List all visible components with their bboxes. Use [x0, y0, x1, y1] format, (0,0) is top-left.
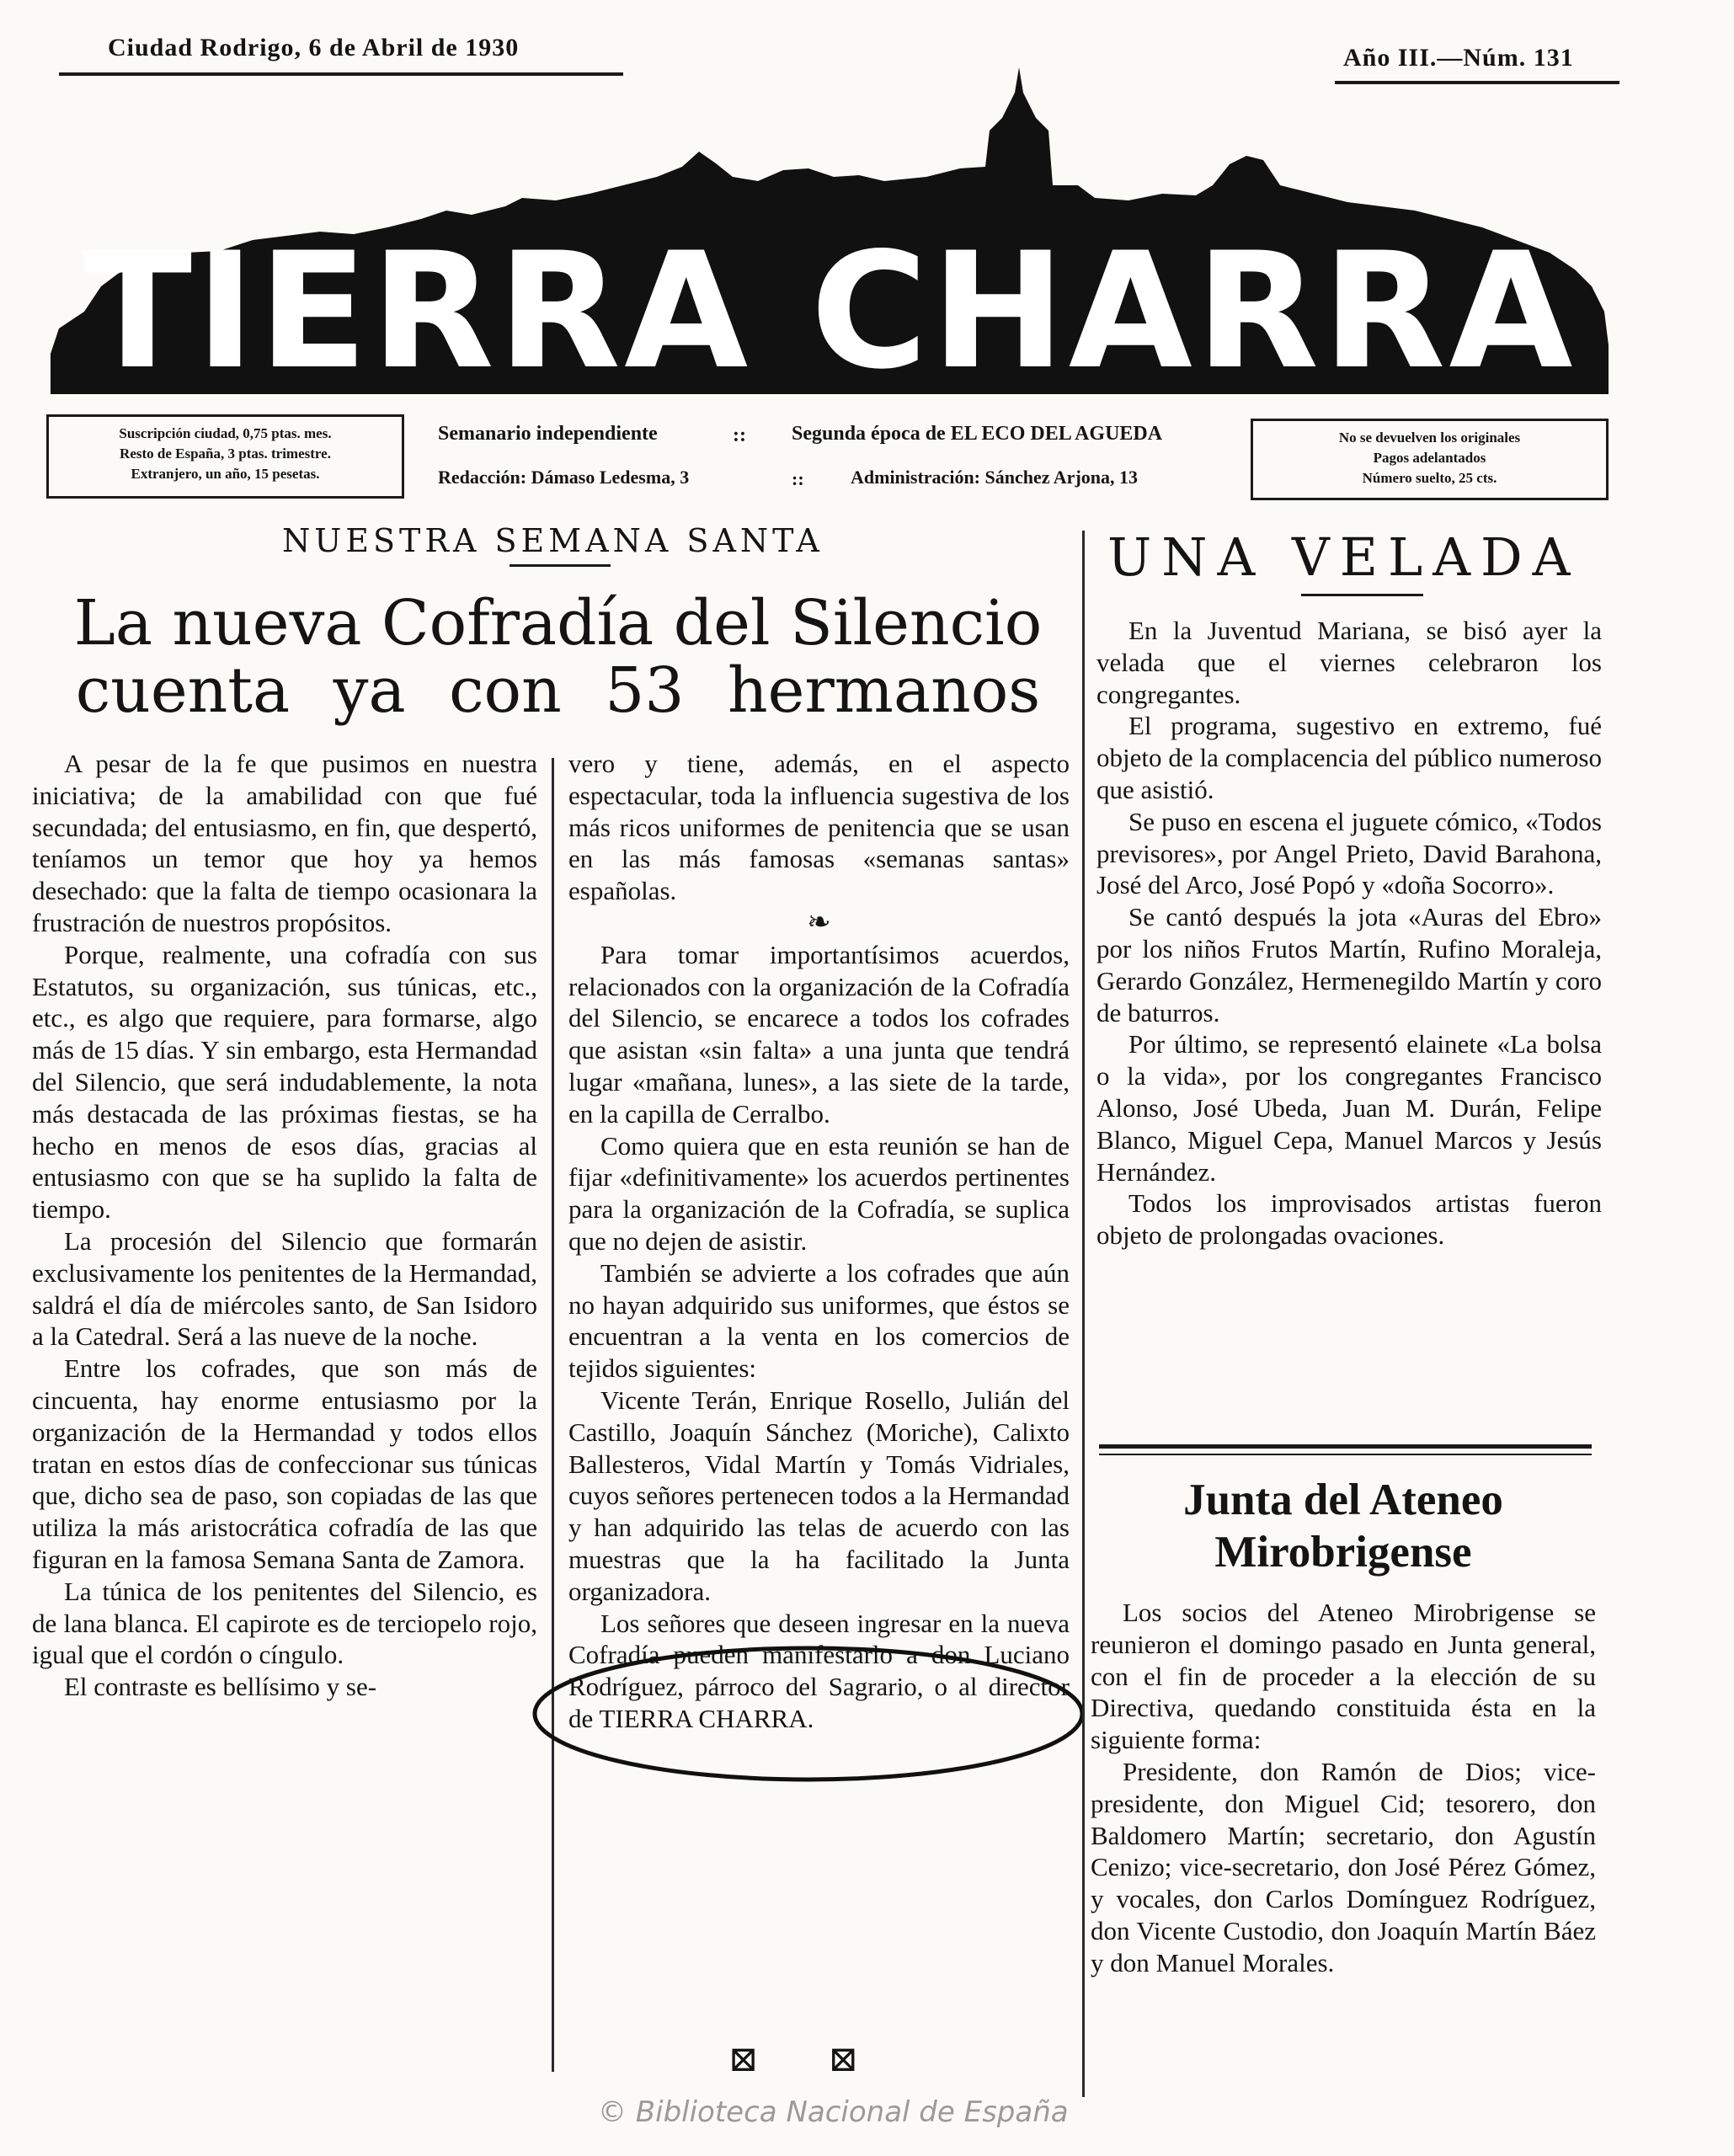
ornament: ❧: [807, 906, 831, 938]
paragraph: Se cantó después la jota «Auras del Ebro» por los niños Frutos Martín, Rufino Moraleja, Gerardo González, Hermenegildo Martín y coro de baturros.: [1096, 902, 1602, 1027]
article-kicker: NUESTRA SEMANA SANTA: [282, 522, 824, 559]
paragraph: Vicente Terán, Enrique Rosello, Julián del Castillo, Joaquín Sánchez (Moriche), Calixto Ballesteros, Vidal Martín y Tomás Vidriales, cuyos señores pertenecen todos a la Hermandad y han adquirido las telas de acuerdo con las muestras que la ha facilitado la Junta organizadora.: [568, 1385, 1070, 1606]
article-title: [1091, 1474, 1596, 1578]
administration-address: Administración: Sánchez Arjona, 13: [851, 467, 1138, 488]
section-rule: [1099, 1444, 1592, 1449]
paragraph: Los señores que deseen ingresar en la nueva Cofradía pueden manifestarlo a don Luciano Rodríguez, párroco del Sagrario, o al director de TIERRA CHARRA.: [568, 1608, 1070, 1733]
column-divider: [552, 758, 554, 2072]
article-column-1: [32, 748, 537, 1703]
article-column-3-lower: [1091, 1597, 1596, 1979]
paragraph: Se puso en escena el juguete cómico, «Todos previsores», por Angel Prieto, David Barahona, José del Arco, José Popó y «doña Socorro».: [1096, 806, 1602, 900]
second-epoch: Segunda época de EL ECO DEL AGUEDA: [792, 423, 1163, 445]
title-line: Mirobrigense: [1214, 1528, 1472, 1577]
article-column-2: [568, 748, 1070, 1735]
paragraph: Entre los cofrades, que son más de cincuenta, hay enorme entusiasmo por la organización de la Hermandad y todos ellos tratan en estos días de confeccionar sus túnicas que, dicho sea de paso, son copiadas de las que utiliza la más aristocrática cofradía de las que figuran en la famosa Semana Santa de Zamora.: [32, 1353, 537, 1574]
subscription-line: Resto de España, 3 ptas. trimestre.: [120, 446, 331, 462]
end-mark: ⊠: [728, 2038, 759, 2079]
paragraph: Como quiera que en esta reunión se han de fijar «definitivamente» los acuerdos pertinentes para la organización de la Cofradía, se suplica que no dejen de asistir.: [568, 1130, 1070, 1256]
paragraph: En la Juventud Mariana, se bisó ayer la velada que el viernes celebraron los congregantes.: [1096, 616, 1602, 709]
dateline: Ciudad Rodrigo, 6 de Abril de 1930: [108, 34, 520, 61]
notice-box: [1251, 419, 1609, 500]
paragraph: vero y tiene, además, en el aspecto espectacular, toda la influencia sugestiva de los más ricos uniformes de penitencia que se usan en las más famosas «semanas santas» españolas.: [568, 749, 1070, 906]
paragraph: A pesar de la fe que pusimos en nuestra iniciativa; de la amabilidad con que fué secundada; del entusiasmo, en fin, que despertó, teníamos un temor que hoy ya hemos desechado: que la falta de tiempo ocasionara la frustración de nuestros propósitos.: [32, 749, 537, 937]
article-title: UNA VELADA: [1107, 526, 1581, 588]
issue-number: Año III.—Núm. 131: [1343, 44, 1574, 72]
paragraph: También se advierte a los cofrades que aún no hayan adquirido sus uniformes, que éstos se encuentran a la venta en los comercios de tejidos siguientes:: [568, 1257, 1070, 1384]
paragraph: Por último, se representó elainete «La bolsa o la vida», por los congregantes Francisco Alonso, José Ubeda, Juan M. Durán, Felipe Blanco, Miguel Cepa, Manuel Marcos y Jesús Hernández.: [1096, 1029, 1602, 1187]
masthead: [51, 59, 1609, 404]
paragraph: La procesión del Silencio que formarán exclusivamente los penitentes de la Hermandad, saldrá el día de miércoles santo, de San Isidoro a la Catedral. Será a las nueve de la noche.: [32, 1225, 537, 1352]
paragraph: Para tomar importantísimos acuerdos, relacionados con la organización de la Cofradía del Silencio, se encarece a todos los cofrades que asistan «sin falta» a una junta que tendrá lugar «mañana, lunes», a las siete de la tarde, en la capilla de Cerralbo.: [568, 939, 1070, 1129]
section-rule: [1099, 1454, 1592, 1455]
masthead-title: TIERRA CHARRA: [83, 218, 1577, 404]
ink-circle-annotation: [522, 1638, 1095, 1790]
paragraph: El programa, sugestivo en extremo, fué objeto de la complacencia del público numeroso que asistió.: [1096, 711, 1602, 804]
notice-line: Pagos adelantados: [1373, 450, 1486, 466]
subscription-line: Suscripción ciudad, 0,75 ptas. mes.: [119, 425, 332, 441]
headline-line: La nueva Cofradía del Silencio: [73, 587, 1043, 659]
separator: ::: [733, 424, 746, 446]
paragraph: El contraste es bellísimo y se-: [64, 1672, 377, 1702]
notice-line: No se devuelven los originales: [1338, 430, 1521, 446]
end-marks: [728, 2038, 858, 2079]
article-column-3: [1096, 615, 1602, 1251]
editorial-address: Redacción: Dámaso Ledesma, 3: [438, 467, 690, 488]
title-line: Junta del Ateneo: [1183, 1476, 1503, 1524]
newspaper-type: Semanario independiente: [438, 423, 658, 445]
article-headline: [38, 587, 1078, 727]
paragraph: Presidente, don Ramón de Dios; vice-presidente, don Miguel Cid; tesorero, don Baldomero Martín; secretario, don Agustín Cenizo; vice-secretario, don José Pérez Gómez, y vocales, don Carlos Domínguez Rodríguez, don Vicente Custodio, don Joaquín Martín Báez y don Manuel Morales.: [1091, 1756, 1596, 1977]
kicker-underline: [510, 564, 611, 567]
paragraph: Los socios del Ateneo Mirobrigense se reunieron el domingo pasado en Junta general, con el fin de proceder a la elección de su Directiva, quedando constituida ésta en la siguiente forma:: [1091, 1598, 1596, 1755]
paragraph: La túnica de los penitentes del Silencio, es de lana blanca. El capirote es de terciopelo rojo, igual que el cordón o cíngulo.: [32, 1576, 537, 1670]
subscription-box: [46, 414, 404, 499]
end-mark: ⊠: [828, 2038, 858, 2079]
subscription-line: Extranjero, un año, 15 pesetas.: [131, 466, 320, 482]
headline-line: cuenta ya con 53 hermanos: [75, 654, 1041, 727]
column-divider: [1082, 531, 1085, 2097]
paragraph: Todos los improvisados artistas fueron objeto de prolongadas ovaciones.: [1096, 1188, 1602, 1251]
library-watermark: © Biblioteca Nacional de España: [598, 2095, 1069, 2129]
separator: ::: [792, 468, 804, 489]
title-underline: [1301, 594, 1423, 596]
notice-line: Número suelto, 25 cts.: [1362, 470, 1497, 486]
paragraph: Porque, realmente, una cofradía con sus Estatutos, su organización, sus túnicas, etc., etc., es algo que requiere, para formarse, algo más de 15 días. Y sin embargo, esta Hermandad del Silencio, que será indudablemente, la nota más destacada de las próximas fiestas, se ha hecho en menos de esos días, gracias al entusiasmo con que se ha suplido la falta de tiempo.: [32, 939, 537, 1225]
